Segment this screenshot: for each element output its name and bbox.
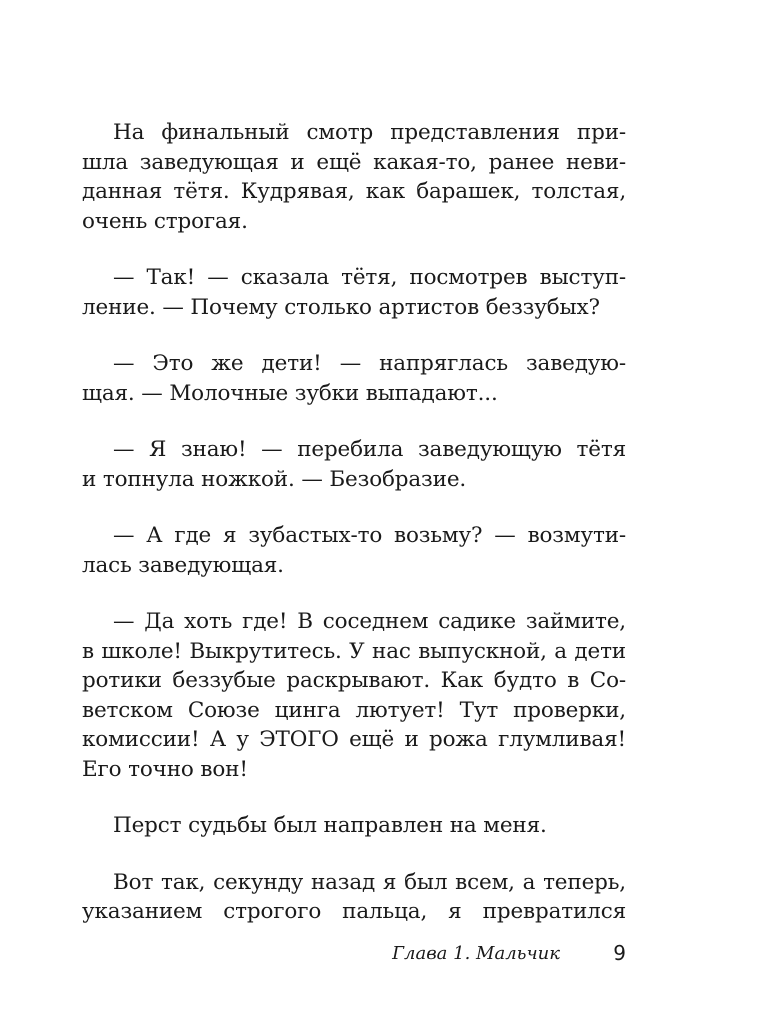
text-line: шла заведующая и ещё какая-то, ранее неви- bbox=[82, 149, 626, 175]
text-line: — Я знаю! — перебила заведующую тётя bbox=[113, 437, 626, 462]
page-number: 9 bbox=[613, 941, 626, 965]
text-line: ветском Союзе цинга лютует! Тут проверки, bbox=[82, 697, 626, 723]
text-line: Вот так, секунду назад я был всем, а теперь, bbox=[113, 869, 626, 895]
page-body bbox=[82, 118, 626, 954]
paragraph-2 bbox=[82, 263, 626, 322]
text-line: и топнула ножкой. — Безобразие. bbox=[82, 466, 467, 492]
text-line: в школе! Выкрутитесь. У нас выпускной, а дети bbox=[82, 638, 626, 664]
text-line: Перст судьбы был направлен на меня. bbox=[113, 813, 547, 838]
running-head: Глава 1. Мальчик bbox=[392, 943, 560, 964]
text-line: щая. — Молочные зубки выпадают... bbox=[82, 380, 498, 406]
text-line: — Так! — сказала тётя, посмотрев выступ- bbox=[113, 265, 626, 290]
text-line: ление. — Почему столько артистов беззубых? bbox=[82, 294, 600, 320]
text-line: очень строгая. bbox=[82, 208, 248, 234]
text-line: указанием строгого пальца, я превратился bbox=[82, 899, 626, 924]
paragraph-7 bbox=[82, 811, 626, 841]
text-line: На финальный смотр представления при- bbox=[113, 120, 626, 145]
text-line: — Да хоть где! В соседнем садике займите, bbox=[113, 609, 626, 634]
paragraph-5 bbox=[82, 521, 626, 580]
paragraph-1 bbox=[82, 118, 626, 236]
text-line: Его точно вон! bbox=[82, 756, 248, 782]
text-line: ротики беззубые раскрывают. Как будто в Со- bbox=[82, 668, 626, 693]
text-line: — А где я зубастых-то возьму? — возмути- bbox=[113, 523, 626, 548]
text-line: данная тётя. Кудрявая, как барашек, толстая, bbox=[82, 179, 626, 204]
page-footer bbox=[82, 942, 626, 966]
paragraph-3 bbox=[82, 349, 626, 408]
paragraph-8 bbox=[82, 868, 626, 927]
text-line: лась заведующая. bbox=[82, 552, 284, 578]
paragraph-6 bbox=[82, 607, 626, 784]
text-line: — Это же дети! — напряглась заведую- bbox=[113, 351, 626, 376]
text-line: комиссии! А у ЭТОГО ещё и рожа глумливая! bbox=[82, 727, 626, 752]
paragraph-4 bbox=[82, 435, 626, 494]
